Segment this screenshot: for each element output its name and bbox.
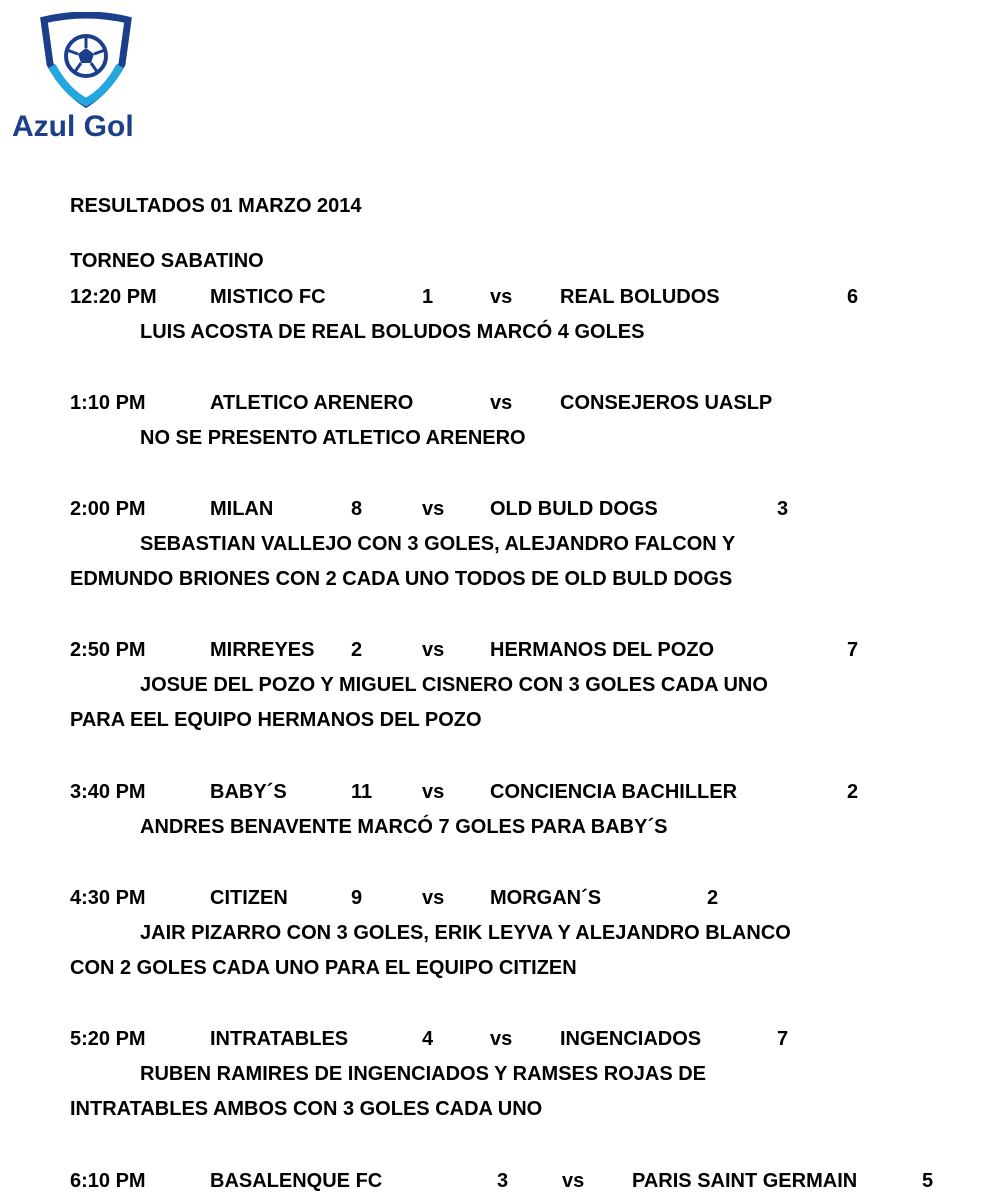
away-score: 3 [777,498,789,520]
match-note: LUIS ACOSTA DE REAL BOLUDOS MARCÓ 4 GOLES [140,321,645,343]
match-note: INTRATABLES AMBOS CON 3 GOLES CADA UNO [70,1098,543,1120]
away-score: 2 [847,781,859,803]
match-note: CON 2 GOLES CADA UNO PARA EL EQUIPO CITIZEN [70,957,577,979]
match-time: 3:40 PM [70,781,146,803]
match-time: 4:30 PM [70,887,146,909]
versus-label: vs [422,887,445,909]
match-time: 1:10 PM [70,392,146,414]
match-note: RUBEN RAMIRES DE INGENCIADOS Y RAMSES ROJAS DE [140,1063,707,1085]
home-score: 9 [351,887,363,909]
match-time: 6:10 PM [70,1170,146,1192]
match-note: SEBASTIAN VALLEJO CON 3 GOLES, ALEJANDRO FALCON Y [140,533,736,555]
versus-label: vs [490,1028,513,1050]
versus-label: vs [562,1170,585,1192]
away-score: 6 [847,286,859,308]
home-team: INTRATABLES [210,1028,349,1050]
away-score: 7 [777,1028,789,1050]
versus-label: vs [422,639,445,661]
home-score: 8 [351,498,363,520]
home-team: BASALENQUE FC [210,1170,383,1192]
away-team: CONCIENCIA BACHILLER [490,781,738,803]
away-score: 2 [707,887,719,909]
match-note: JOSUE DEL POZO Y MIGUEL CISNERO CON 3 GOLES CADA UNO [140,674,768,696]
away-team: REAL BOLUDOS [560,286,720,308]
home-team: MILAN [210,498,274,520]
away-team: PARIS SAINT GERMAIN [632,1170,858,1192]
match-note: EDMUNDO BRIONES CON 2 CADA UNO TODOS DE OLD BULD DOGS [70,568,733,590]
away-team: INGENCIADOS [560,1028,702,1050]
home-team: BABY´S [210,781,287,803]
away-score: 7 [847,639,859,661]
home-score: 2 [351,639,363,661]
home-score: 3 [497,1170,509,1192]
match-note: PARA EEL EQUIPO HERMANOS DEL POZO [70,709,482,731]
versus-label: vs [490,392,513,414]
match-note: JAIR PIZARRO CON 3 GOLES, ERIK LEYVA Y ALEJANDRO BLANCO [140,922,791,944]
home-team: ATLETICO ARENERO [210,392,414,414]
brand-logo [12,12,152,144]
versus-label: vs [490,286,513,308]
match-note: NO SE PRESENTO ATLETICO ARENERO [140,427,526,449]
match-note: ANDRES BENAVENTE MARCÓ 7 GOLES PARA BABY´S [140,816,668,838]
away-team: MORGAN´S [490,887,602,909]
away-team: OLD BULD DOGS [490,498,658,520]
match-time: 5:20 PM [70,1028,146,1050]
match-time: 2:50 PM [70,639,146,661]
versus-label: vs [422,781,445,803]
match-time: 12:20 PM [70,286,157,308]
tournament-title: TORNEO SABATINO [70,250,264,272]
home-team: CITIZEN [210,887,288,909]
soccer-shield-logo-icon [38,12,134,108]
match-time: 2:00 PM [70,498,146,520]
away-team: HERMANOS DEL POZO [490,639,715,661]
home-score: 1 [422,286,434,308]
away-team: CONSEJEROS UASLP [560,392,773,414]
home-team: MIRREYES [210,639,315,661]
home-score: 11 [351,781,373,803]
home-score: 4 [422,1028,434,1050]
versus-label: vs [422,498,445,520]
home-team: MISTICO FC [210,286,326,308]
page-title: RESULTADOS 01 MARZO 2014 [70,195,362,217]
brand-name: Azul Gol [12,110,134,143]
away-score: 5 [922,1170,934,1192]
